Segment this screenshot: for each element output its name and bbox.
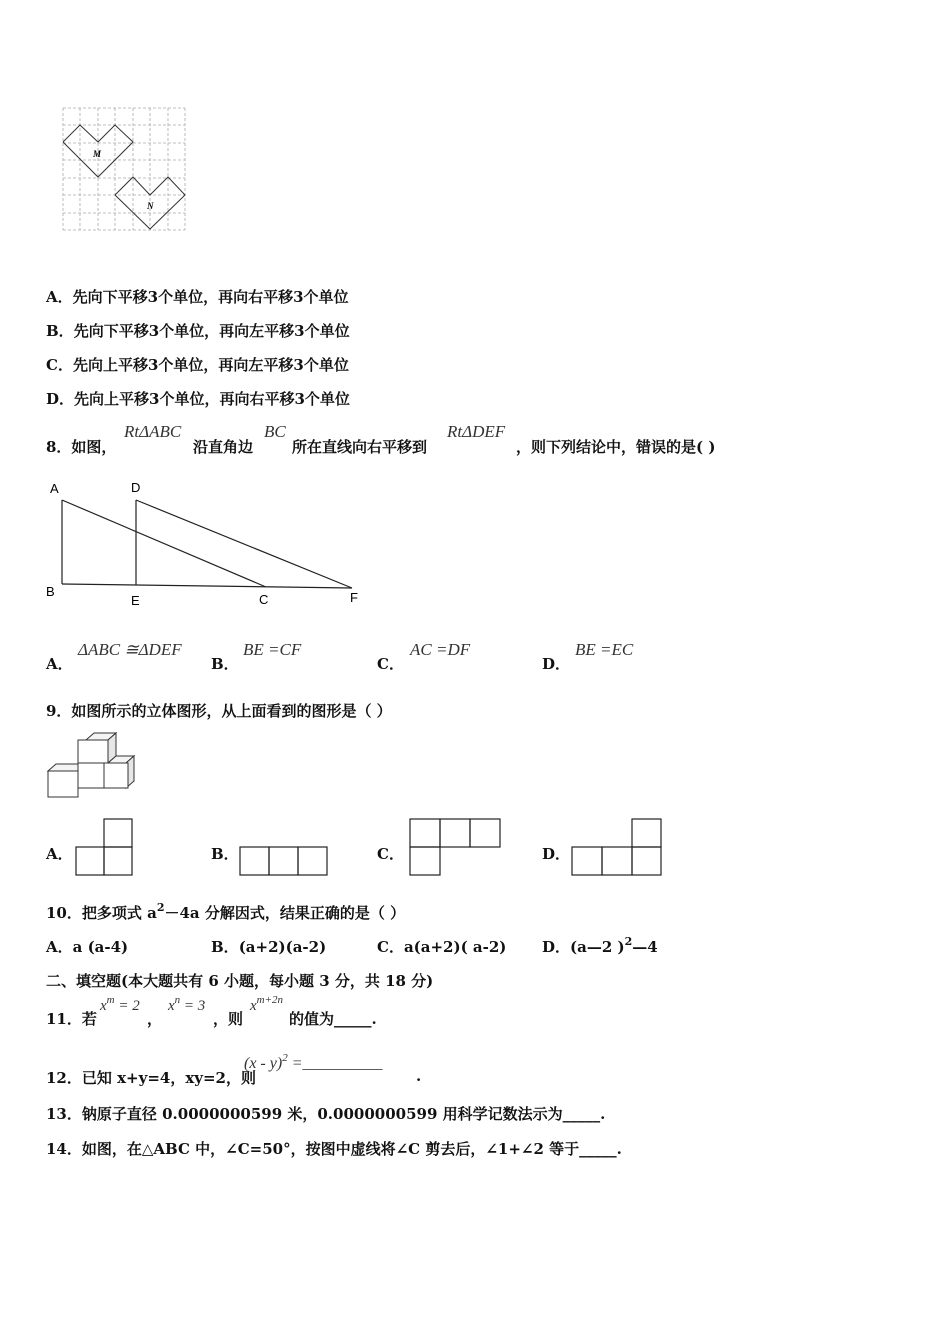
q8-option-a-math: ΔABC ≅ΔDEF [78, 640, 182, 659]
q9-cube-solid-figure [46, 732, 138, 800]
q8-option-b-math: BE =CF [243, 640, 302, 659]
q11-math-xm: $x^m = 2$ [100, 994, 140, 1014]
q8-option-c-math: AC =DF [410, 640, 471, 659]
segment-df [136, 500, 352, 588]
q8-option-b-letter: B． [211, 655, 239, 673]
section-2-title: 二、填空题(本大题共有 6 小题，每小题 3 分，共 18 分) [46, 972, 434, 990]
point-d-label: D [131, 480, 141, 495]
point-a-label: A [50, 481, 59, 496]
q11-sep: ， [147, 1010, 163, 1028]
q7-option-a: A．先向下平移3个单位，再向右平移3个单位 [46, 288, 349, 306]
q9-option-b-shape[interactable] [239, 846, 329, 876]
segment-ac [62, 500, 266, 587]
q7-option-c: C．先向上平移3个单位，再向左平移3个单位 [46, 356, 349, 374]
q7-option-b: B．先向下平移3个单位，再向左平移3个单位 [46, 322, 350, 340]
q9-option-c-letter: C． [377, 845, 404, 863]
heart-n-label: N [147, 201, 154, 211]
q11-prefix: 11．若 [46, 1010, 97, 1028]
q9-option-b-letter: B． [211, 845, 239, 863]
q10-option-c: C．a(a+2)( a-2) [377, 938, 507, 956]
q9-option-c-shape[interactable] [409, 818, 501, 876]
point-b-label: B [46, 584, 55, 599]
q8-math-bc: BC [264, 422, 286, 441]
q8-triangle-figure [40, 478, 370, 608]
q7-grid-figure [60, 105, 190, 235]
q11-suffix: 的值为_____. [289, 1010, 377, 1028]
q8-option-d-math: BE =EC [575, 640, 634, 659]
q10-stem: 10．把多项式 $a^2-4a$ 分解因式，结果正确的是（ ） [46, 901, 406, 922]
q7-option-d: D．先向上平移3个单位，再向右平移3个单位 [46, 390, 350, 408]
q10-option-b: B．(a+2)(a-2) [211, 938, 327, 956]
q8-math-rt-def: RtΔDEF [447, 422, 506, 441]
q11-mid: ，则 [213, 1010, 244, 1028]
q8-stem-mid2: 所在直线向右平移到 [292, 438, 428, 456]
q11-math-x-power: $x^{m+2n}$ [250, 994, 284, 1014]
q14-stem: 14．如图，在△ABC 中，∠C=50°，按图中虚线将∠C 剪去后，∠1+∠2 等于_____. [46, 1140, 622, 1158]
q8-stem-prefix: 8．如图， [46, 438, 117, 456]
q13-stem: 13．钠原子直径 0.0000000599 米，0.0000000599 用科学记数法示为_____. [46, 1105, 606, 1123]
q9-option-d-letter: D． [542, 845, 571, 863]
q9-option-a-shape[interactable] [76, 818, 134, 876]
q11-math-xn: $x^n = 3$ [168, 994, 206, 1014]
q10-option-d: D．(a—2 )$^2$—4 [542, 935, 658, 956]
q8-option-c-letter: C． [377, 655, 404, 673]
q10-option-a: A．a (a-4) [46, 938, 129, 956]
q12-prefix: 12．已知 x+y=4，xy=2，则 [46, 1069, 256, 1087]
q8-option-d-letter: D． [542, 655, 571, 673]
point-f-label: F [350, 590, 358, 605]
point-c-label: C [259, 592, 269, 607]
q9-stem: 9．如图所示的立体图形，从上面看到的图形是（ ） [46, 702, 392, 720]
q12-math: (x - y)$^2$ =__________ [244, 1052, 383, 1072]
heart-m-label: M [93, 149, 102, 159]
q8-stem-suffix: ，则下列结论中，错误的是( ) [516, 438, 716, 456]
q9-option-d-shape[interactable] [571, 818, 663, 876]
q12-suffix: . [416, 1067, 422, 1085]
point-e-label: E [131, 593, 140, 608]
q9-option-a-letter: A． [46, 845, 73, 863]
q8-option-a-letter: A． [46, 655, 73, 673]
q8-math-rt-abc: RtΔABC [124, 422, 182, 441]
segment-bf [62, 584, 352, 588]
q8-stem-mid1: 沿直角边 [193, 438, 254, 456]
